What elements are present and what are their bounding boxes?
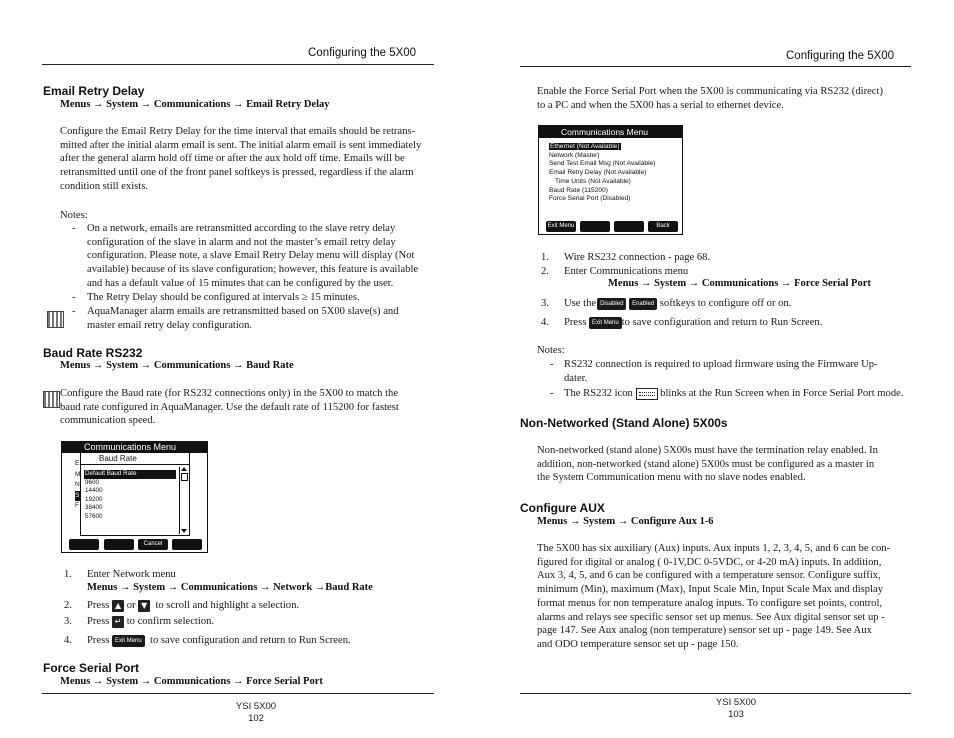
disabled-key-icon: Disabled [597, 298, 626, 310]
softkey[interactable] [172, 539, 202, 550]
email-retry-path: Menus → System → Communications → Email Retry Delay [60, 99, 330, 110]
baud-option[interactable]: 19200 [85, 495, 103, 503]
softkey[interactable] [580, 221, 610, 232]
exit-menu-key-icon: Exit Menu [589, 317, 622, 329]
note-dash: - [72, 223, 76, 234]
menu-item-network[interactable]: Network (Master) [549, 151, 600, 159]
network-icon [43, 391, 60, 408]
left-page-header: Configuring the 5X00 [308, 47, 417, 59]
force-step-2: 2. Enter Communications menu [541, 266, 689, 277]
baud-rate-popup [80, 452, 190, 536]
email-retry-notes-label: Notes: [60, 210, 88, 221]
screen-title: Communications Menu [539, 126, 682, 138]
right-page-header: Configuring the 5X00 [786, 50, 895, 62]
comm-softkeys [543, 220, 678, 232]
baud-step-1-num: 1. [64, 569, 72, 580]
baud-rate-path: Menus → System → Communications → Baud Rate [60, 360, 294, 371]
rs232-icon [636, 388, 658, 400]
enter-icon: ↵ [112, 616, 124, 628]
baud-option[interactable]: Default Baud Rate [84, 470, 176, 479]
note-dash: - [72, 306, 76, 317]
softkey[interactable] [614, 221, 644, 232]
configure-aux-heading: Configure AUX [520, 501, 605, 515]
baud-option[interactable]: 38400 [85, 504, 103, 512]
up-arrow-icon: ▲ [112, 600, 124, 612]
force-step-1: 1. Wire RS232 connection - page 68. [541, 252, 711, 263]
force-serial-intro: Enable the Force Serial Port when the 5X00 is communicating via RS232 (direct) to a PC and when the 5X00 has a serial to ethernet device. [537, 86, 883, 111]
force-notes-label: Notes: [537, 345, 565, 356]
left-header-rule [42, 64, 434, 65]
force-serial-heading: Force Serial Port [43, 661, 140, 675]
non-networked-description: Non-networked (stand alone) 5X00s must have the termination relay enabled. In addition, non-networked (stand alone) 5X00s must be configured as a master in the System Communication menu with no slave nodes enabled. [537, 445, 878, 484]
enabled-key-icon: Enabled [629, 298, 657, 310]
comm-menu-items [549, 143, 655, 204]
menu-item-ethernet[interactable]: Ethernet (Not Available) [550, 143, 620, 150]
force-note-1: RS232 connection is required to upload firmware using the Firmware Up- dater. [564, 359, 878, 384]
popup-scrollbar[interactable] [179, 467, 188, 534]
communications-menu-screen [538, 125, 683, 235]
note-dash: - [72, 292, 76, 303]
baud-step-3: 3. Press ↵ to confirm selection. [64, 616, 215, 627]
popup-title: Baud Rate [81, 453, 189, 465]
baud-rate-screen [61, 441, 208, 553]
right-footer: YSI 5X00 103 [715, 697, 757, 720]
force-serial-path: Menus → System → Communications → Force Serial Port [60, 676, 323, 687]
email-retry-description: Configure the Email Retry Delay for the time interval that emails should be retrans- mitted after the initial alarm email is sent. The initial alarm email is sent immediately after the general alarm hold off time or after the aux hold off time. Emails will be retransmitted until one of the front panel softkeys is pressed, regardless if the alarm condition still exists. [60, 126, 422, 192]
note-dash: - [550, 359, 554, 370]
email-retry-heading: Email Retry Delay [43, 84, 145, 98]
menu-item-baud-rate[interactable]: Baud Rate (115200) [549, 186, 608, 194]
right-footer-rule [520, 693, 911, 694]
screen-title: Communications Menu [62, 442, 207, 453]
menu-item-email-retry-delay[interactable]: Email Retry Delay (Not Available) [549, 169, 647, 177]
note-dash: - [550, 388, 554, 399]
baud-option[interactable]: 57600 [85, 512, 103, 520]
email-retry-note-2: The Retry Delay should be configured at intervals ≥ 15 minutes. [87, 292, 360, 303]
screen-left-letters: E M N S F [75, 460, 81, 509]
baud-option[interactable]: 14400 [85, 487, 103, 495]
softkey-exit-menu[interactable]: Exit Menu [546, 221, 576, 232]
left-footer-rule [42, 693, 434, 694]
configure-aux-path: Menus → System → Configure Aux 1-6 [537, 516, 714, 527]
softkey[interactable] [104, 539, 134, 550]
softkey[interactable] [69, 539, 99, 550]
baud-options [84, 470, 176, 522]
force-step-4: 4. Press Exit Menu to save configuration and return to Run Screen. [541, 317, 823, 328]
email-retry-note-3: AquaManager alarm emails are retransmitted based on 5X00 slave(s) and master email retry delay configuration. [87, 306, 399, 331]
baud-step-4: 4. Press Exit Menu to save configuration and return to Run Screen. [64, 635, 351, 646]
left-footer: YSI 5X00 102 [235, 701, 277, 724]
baud-softkeys [66, 538, 203, 550]
baud-step-1: Enter Network menu [87, 569, 176, 580]
baud-rate-heading: Baud Rate RS232 [43, 346, 143, 360]
exit-menu-key-icon: Exit Menu [112, 635, 145, 647]
menu-item-force-serial-port[interactable]: Force Serial Port (Disabled) [549, 195, 631, 203]
force-note-2: The RS232 icon blinks at the Run Screen when in Force Serial Port mode. [564, 388, 904, 399]
menu-item-time-units[interactable]: Time Units (Not Available) [555, 177, 631, 185]
configure-aux-description: The 5X00 has six auxiliary (Aux) inputs. Aux inputs 1, 2, 3, 4, 5, and 6 can be con- figured for digital or analog ( 0-1V,DC 0-5VDC, or 4-20 mA) inputs. In addition, Aux 3, 4, 5, and 6 can be configured with a temperature sensor. Configure suffix, minimum (Min), maximum (Max), Input Scale Min, Input Scale Max and display format menus for non temperature analog inputs. To configure set points, control, alarms and relays see specific sensor set up menus. See Aux digital sensor set up - page 147. See Aux analog (non temperature) sensor set up - page 149. See Aux and ODO temperature sensor set up - page 150. [537, 543, 891, 650]
email-retry-note-1: On a network, emails are retransmitted according to the slave retry delay configuration of the slave in alarm and not the master’s email retry delay configuration. Please note, a slave Email Retry Delay menu will display (Not available) because of its slave configuration; however, this feature is available and has a default value of 15 minutes that can be configured by the user. [87, 223, 419, 289]
baud-step-2: 2. Press ▲ or ▼ to scroll and highlight a selection. [64, 600, 300, 611]
right-header-rule [520, 66, 911, 67]
non-networked-heading: Non-Networked (Stand Alone) 5X00s [520, 416, 728, 430]
menu-item-send-test-email[interactable]: Send Test Email Msg (Not Available) [549, 160, 656, 168]
softkey-cancel[interactable]: Cancel [138, 539, 168, 550]
baud-rate-description: Configure the Baud rate (for RS232 connections only) in the 5X00 to match the baud rate configured in AquaManager. Use the default rate of 115200 for fastest communication speed. [60, 388, 399, 427]
baud-option[interactable]: 9600 [85, 478, 100, 486]
force-step-2-path: Menus → System → Communications → Force Serial Port [608, 278, 871, 289]
force-step-3: 3. Use the Disabled Enabled softkeys to configure off or on. [541, 298, 792, 309]
softkey-back[interactable]: Back [648, 221, 678, 232]
network-icon [47, 311, 64, 328]
baud-step-1-path: Menus → System → Communications → Network →Baud Rate [87, 582, 373, 593]
down-arrow-icon: ▼ [138, 600, 150, 612]
